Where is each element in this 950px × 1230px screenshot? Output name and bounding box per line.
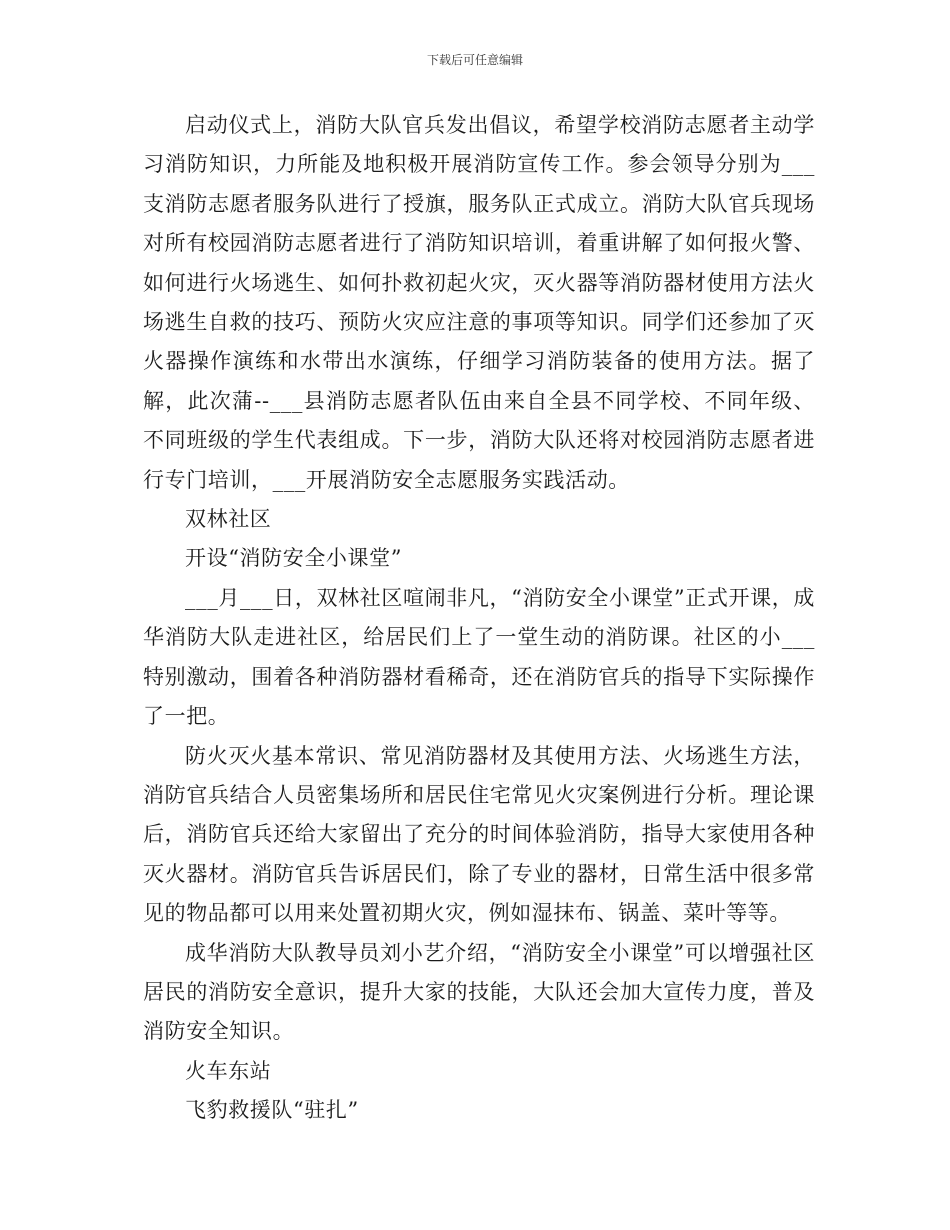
document-body — [143, 106, 815, 1131]
section-subheading-fire-safety-class: 开设“消防安全小课堂” — [185, 546, 403, 571]
section-subheading-rescue-team: 飞豹救援队“驻扎” — [185, 1098, 359, 1123]
paragraph-instructor-quote: 成华消防大队教导员刘小艺介绍，“消防安全小课堂”可以增强社区居民的消防安全意识，提升大家的技能，大队还会加大宣传力度，普及消防安全知识。 — [143, 940, 815, 1044]
page-header-note: 下载后可任意编辑 — [426, 53, 523, 67]
paragraph-launch-ceremony: 启动仪式上，消防大队官兵发出倡议，希望学校消防志愿者主动学习消防知识，力所能及地积极开展消防宣传工作。参会领导分别为___支消防志愿者服务队进行了授旗，服务队正式成立。消防大队官兵现场对所有校园消防志愿者进行了消防知识培训，着重讲解了如何报火警、如何进行火场逃生、如何扑救初起火灾，灭火器等消防器材使用方法火场逃生自救的技巧、预防火灾应注意的事项等知识。同学们还参加了灭火器操作演练和水带出水演练，仔细学习消防装备的使用方法。据了解，此次蒲--___县消防志愿者队伍由来自全县不同学校、不同年级、不同班级的学生代表组成。下一步，消防大队还将对校园消防志愿者进行专门培训，___开展消防安全志愿服务实践活动。 — [143, 113, 815, 492]
paragraph-fire-knowledge: 防火灭火基本常识、常见消防器材及其使用方法、火场逃生方法，消防官兵结合人员密集场所和居民住宅常见火灾案例进行分析。理论课后，消防官兵还给大家留出了充分的时间体验消防，指导大家使用各种灭火器材。消防官兵告诉居民们，除了专业的器材，日常生活中很多常见的物品都可以用来处置初期火灾，例如湿抹布、锅盖、菜叶等等。 — [143, 743, 815, 926]
section-heading-east-railway-station: 火车东站 — [185, 1058, 272, 1083]
paragraph-class-opening: ___月___日，双林社区喧闹非凡，“消防安全小课堂”正式开课，成华消防大队走进社区，给居民们上了一堂生动的消防课。社区的小___特别激动，围着各种消防器材看稀奇，还在消防官兵的指导下实际操作了一把。 — [143, 585, 815, 729]
section-heading-shuanglin-community: 双林社区 — [185, 507, 272, 532]
